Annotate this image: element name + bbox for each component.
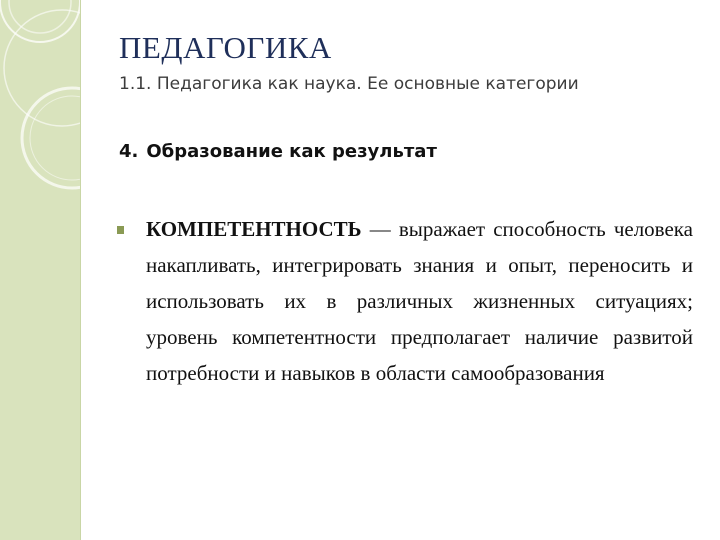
decorative-sidebar — [0, 0, 81, 540]
slide-subtitle: 1.1. Педагогика как наука. Ее основные категории — [119, 74, 579, 94]
decorative-circles — [0, 0, 80, 540]
section-heading-text: Образование как результат — [146, 141, 437, 162]
term-dash: — — [369, 217, 391, 241]
bullet-square-icon — [117, 226, 124, 234]
slide-title: ПЕДАГОГИКА — [119, 30, 332, 65]
section-number: 4. — [119, 141, 139, 162]
term: КОМПЕТЕНТНОСТЬ — [146, 217, 362, 241]
section-heading — [119, 141, 437, 162]
definition-text: выражает способность человека накапливать, интегрировать знания и опыт, переносить и использовать их в различных жизненных ситуациях; уровень компетентности предполагает наличие развитой потребности и навыков в области самообразования — [146, 217, 694, 385]
definition-paragraph — [146, 211, 693, 391]
